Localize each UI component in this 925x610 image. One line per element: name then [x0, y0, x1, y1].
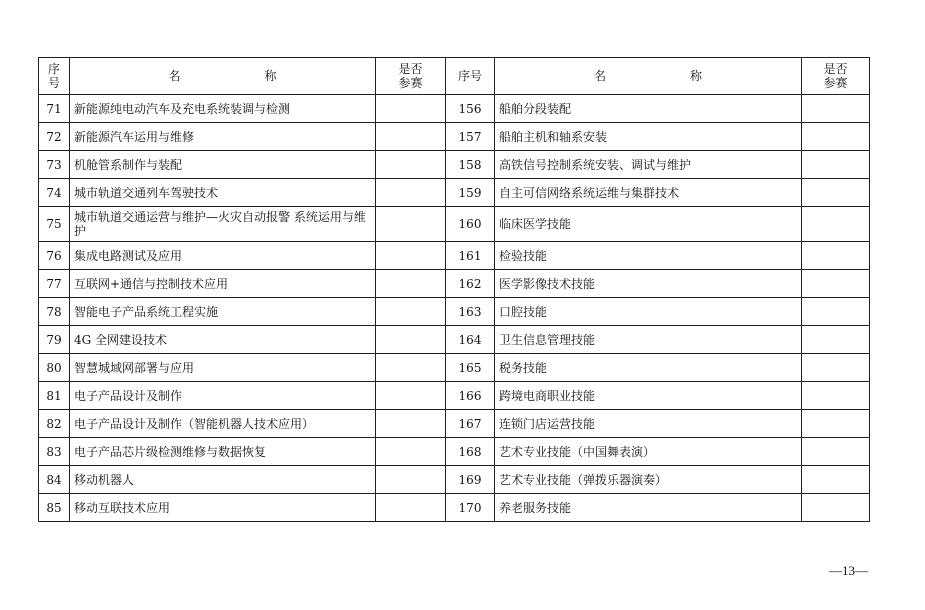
- left-participate-cell[interactable]: [376, 179, 446, 207]
- right-name-cell: 税务技能: [495, 354, 802, 382]
- left-seq-cell: 75: [39, 207, 70, 242]
- right-name-cell: 养老服务技能: [495, 494, 802, 522]
- right-participate-cell[interactable]: [802, 123, 870, 151]
- left-name-cell: 城市轨道交通列车驾驶技术: [70, 179, 376, 207]
- left-seq-cell: 78: [39, 298, 70, 326]
- left-seq-cell: 76: [39, 242, 70, 270]
- left-seq-cell: 85: [39, 494, 70, 522]
- right-name-cell: 检验技能: [495, 242, 802, 270]
- right-participate-cell[interactable]: [802, 270, 870, 298]
- table-row: [39, 207, 870, 242]
- right-seq-cell: 158: [446, 151, 495, 179]
- left-participate-cell[interactable]: [376, 326, 446, 354]
- right-name-cell: 船舶分段装配: [495, 95, 802, 123]
- left-seq-cell: 84: [39, 466, 70, 494]
- left-seq-cell: 74: [39, 179, 70, 207]
- right-seq-cell: 165: [446, 354, 495, 382]
- right-participate-cell[interactable]: [802, 354, 870, 382]
- left-participate-cell[interactable]: [376, 95, 446, 123]
- right-seq-cell: 159: [446, 179, 495, 207]
- table-row: [39, 382, 870, 410]
- left-participate-cell[interactable]: [376, 151, 446, 179]
- right-participate-cell[interactable]: [802, 326, 870, 354]
- table-row: [39, 95, 870, 123]
- right-seq-cell: 167: [446, 410, 495, 438]
- header-participate-right: 是否 参赛: [802, 58, 870, 95]
- right-participate-cell[interactable]: [802, 207, 870, 242]
- left-seq-cell: 77: [39, 270, 70, 298]
- right-name-cell: 自主可信网络系统运维与集群技术: [495, 179, 802, 207]
- left-participate-cell[interactable]: [376, 466, 446, 494]
- left-seq-cell: 73: [39, 151, 70, 179]
- left-name-cell: 电子产品设计及制作: [70, 382, 376, 410]
- left-seq-cell: 82: [39, 410, 70, 438]
- right-participate-cell[interactable]: [802, 494, 870, 522]
- left-participate-cell[interactable]: [376, 382, 446, 410]
- right-name-cell: 卫生信息管理技能: [495, 326, 802, 354]
- table-row: [39, 242, 870, 270]
- left-name-cell: 智能电子产品系统工程实施: [70, 298, 376, 326]
- left-name-cell: 4G 全网建设技术: [70, 326, 376, 354]
- header-name-left: 名 称: [70, 58, 376, 95]
- right-seq-cell: 170: [446, 494, 495, 522]
- right-participate-cell[interactable]: [802, 242, 870, 270]
- header-seq-left: 序 号: [39, 58, 70, 95]
- table-header-row: [39, 58, 870, 95]
- left-participate-cell[interactable]: [376, 123, 446, 151]
- left-name-cell: 电子产品芯片级检测维修与数据恢复: [70, 438, 376, 466]
- right-participate-cell[interactable]: [802, 466, 870, 494]
- table-row: [39, 270, 870, 298]
- right-seq-cell: 166: [446, 382, 495, 410]
- table-row: [39, 438, 870, 466]
- left-participate-cell[interactable]: [376, 242, 446, 270]
- right-seq-cell: 162: [446, 270, 495, 298]
- right-participate-cell[interactable]: [802, 410, 870, 438]
- right-seq-cell: 156: [446, 95, 495, 123]
- right-name-cell: 口腔技能: [495, 298, 802, 326]
- table-row: [39, 326, 870, 354]
- left-participate-cell[interactable]: [376, 494, 446, 522]
- right-participate-cell[interactable]: [802, 298, 870, 326]
- left-participate-cell[interactable]: [376, 298, 446, 326]
- competition-table: [38, 57, 870, 522]
- table-row: [39, 410, 870, 438]
- left-seq-cell: 79: [39, 326, 70, 354]
- header-seq-right: 序号: [446, 58, 495, 95]
- left-name-cell: 移动机器人: [70, 466, 376, 494]
- left-participate-cell[interactable]: [376, 207, 446, 242]
- left-name-cell: 城市轨道交通运营与维护—火灾自动报警 系统运用与维护: [70, 207, 376, 242]
- left-name-cell: 电子产品设计及制作（智能机器人技术应用）: [70, 410, 376, 438]
- right-name-cell: 艺术专业技能（弹拨乐器演奏）: [495, 466, 802, 494]
- table-row: [39, 466, 870, 494]
- left-participate-cell[interactable]: [376, 354, 446, 382]
- right-participate-cell[interactable]: [802, 179, 870, 207]
- page-number: —13—: [829, 563, 868, 578]
- table-row: [39, 123, 870, 151]
- right-name-cell: 医学影像技术技能: [495, 270, 802, 298]
- header-name-right: 名 称: [495, 58, 802, 95]
- left-participate-cell[interactable]: [376, 438, 446, 466]
- right-participate-cell[interactable]: [802, 438, 870, 466]
- table-row: [39, 298, 870, 326]
- right-seq-cell: 160: [446, 207, 495, 242]
- table-row: [39, 494, 870, 522]
- left-name-cell: 集成电路测试及应用: [70, 242, 376, 270]
- right-name-cell: 跨境电商职业技能: [495, 382, 802, 410]
- left-seq-cell: 72: [39, 123, 70, 151]
- left-seq-cell: 80: [39, 354, 70, 382]
- right-name-cell: 连锁门店运营技能: [495, 410, 802, 438]
- right-seq-cell: 168: [446, 438, 495, 466]
- right-name-cell: 船舶主机和轴系安装: [495, 123, 802, 151]
- right-seq-cell: 157: [446, 123, 495, 151]
- left-seq-cell: 81: [39, 382, 70, 410]
- left-participate-cell[interactable]: [376, 410, 446, 438]
- right-seq-cell: 164: [446, 326, 495, 354]
- table-row: [39, 354, 870, 382]
- right-name-cell: 艺术专业技能（中国舞表演）: [495, 438, 802, 466]
- left-seq-cell: 83: [39, 438, 70, 466]
- left-name-cell: 智慧城域网部署与应用: [70, 354, 376, 382]
- table-row: [39, 179, 870, 207]
- right-participate-cell[interactable]: [802, 95, 870, 123]
- right-name-cell: 高铁信号控制系统安装、调试与维护: [495, 151, 802, 179]
- left-name-cell: 新能源汽车运用与维修: [70, 123, 376, 151]
- left-name-cell: 机舱管系制作与装配: [70, 151, 376, 179]
- right-name-cell: 临床医学技能: [495, 207, 802, 242]
- left-name-cell: 新能源纯电动汽车及充电系统装调与检测: [70, 95, 376, 123]
- left-name-cell: 移动互联技术应用: [70, 494, 376, 522]
- left-name-cell: 互联网+通信与控制技术应用: [70, 270, 376, 298]
- header-participate-left: 是否 参赛: [376, 58, 446, 95]
- right-participate-cell[interactable]: [802, 382, 870, 410]
- right-seq-cell: 163: [446, 298, 495, 326]
- right-seq-cell: 169: [446, 466, 495, 494]
- left-seq-cell: 71: [39, 95, 70, 123]
- left-participate-cell[interactable]: [376, 270, 446, 298]
- table-row: [39, 151, 870, 179]
- right-seq-cell: 161: [446, 242, 495, 270]
- right-participate-cell[interactable]: [802, 151, 870, 179]
